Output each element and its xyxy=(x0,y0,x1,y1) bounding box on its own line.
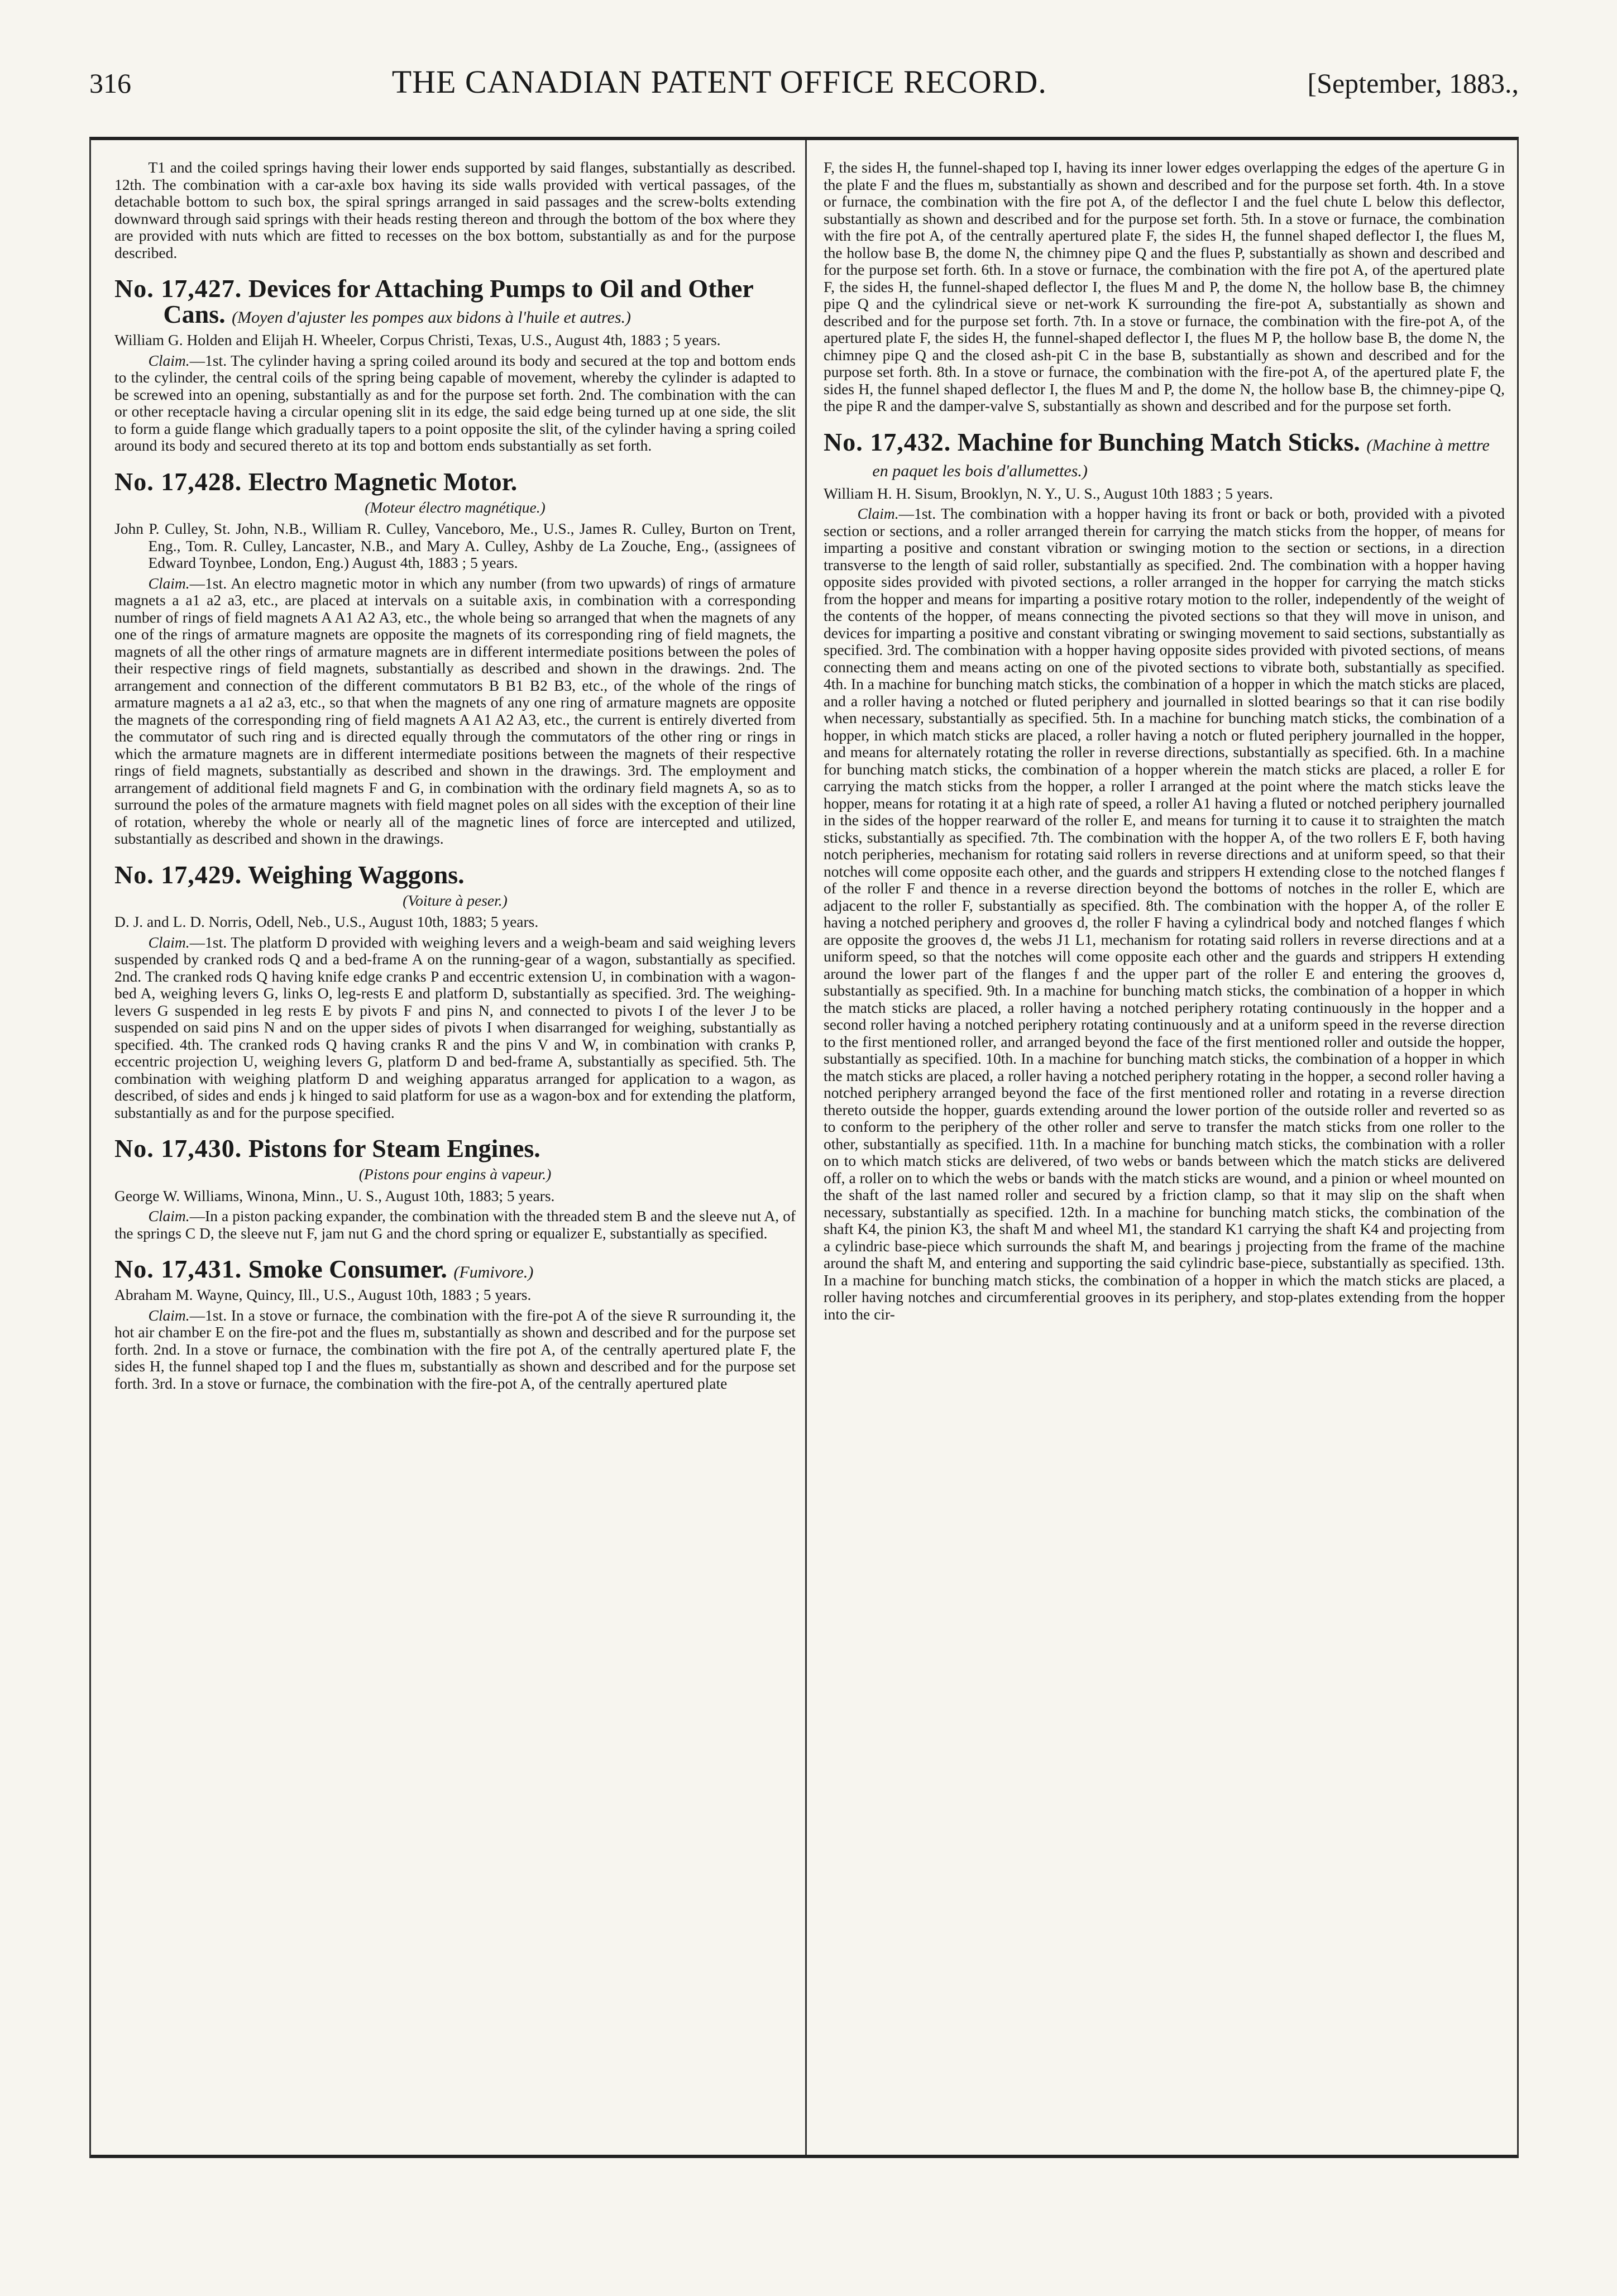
publication-title: THE CANADIAN PATENT OFFICE RECORD. xyxy=(391,64,1047,100)
french-title: (Machine à mettre en paquet les bois d'allumettes.) xyxy=(872,436,1490,480)
patent-entry-17430 xyxy=(114,1136,796,1242)
inventors: William G. Holden and Elijah H. Wheeler, Corpus Christi, Texas, U.S., August 4th, 1883 ; 5 years. xyxy=(114,331,721,348)
inventors: D. J. and L. D. Norris, Odell, Neb., U.S., August 10th, 1883; 5 years. xyxy=(114,913,539,930)
claim-text xyxy=(114,934,796,1122)
french-title: (Fumivore.) xyxy=(453,1263,534,1281)
entry-heading xyxy=(824,429,1505,481)
page-number: 316 xyxy=(89,68,131,99)
claim-body: —1st. The platform D provided with weighing levers and a weigh-beam and said weighing levers suspended by cranked rods Q and a bed-frame A on the running-gear of a wagon, substantially as specified. 2nd. The cranked rods Q having knife edge cranks P and eccentric extension U, in combination with a wagon-bed A, weighing levers G, links O, leg-rests E and platform D, substantially as specified. 3rd. The weighing-levers G suspended in leg rests E by pivots F and pins N, and connected to pivots I of the lever J to be suspended on said pins N and on the upper sides of pivots I when disarranged for weighing, substantially as specified. 4th. The cranked rods Q having cranks R and the pins V and W, in combination with cranks P, eccentric projection U, weighing levers G, platform D and bed-frame A, substantially as specified. 5th. The combination with weighing platform D and weighing apparatus arranged for application to a wagon, as described, of sides and ends j k hinged to said platform for use as a wagon-box and for extending the platform, substantially as and for the purpose specified. xyxy=(114,933,796,1121)
patent-number: No. 17,427. xyxy=(114,274,242,303)
claim-text xyxy=(824,505,1505,1323)
french-title: (Voiture à peser.) xyxy=(403,891,508,909)
patent-entry-17431 xyxy=(114,1256,796,1392)
continued-claim-text: F, the sides H, the funnel-shaped top I, having its inner lower edges overlapping the edges of the aperture G in the plate F and the flues m, substantially as shown and described and for the purpose set forth. 4th. In a stove or furnace, the combination with the fire pot A, of the deflector I and the fuel chute L below this deflector, substantially as shown and described and for the purpose set forth. 5th. In a stove or furnace, the combination with the fire pot A, of the centrally apertured plate F, the sides H, the funnel shaped deflector I, the flues M, the hollow base B, the dome N, the chimney pipe Q and the flues P, substantially as shown and described and for the purpose set forth. 6th. In a stove or furnace, the combination with the fire pot A, of the apertured plate F, the sides H, the funnel-shaped deflector I, the flues M and P, the dome N, the hollow base B, the chimney pipe Q and the cylindrical sieve or net-work K surrounding the fire-pot A, substantially as shown and described and for the purpose set forth. 7th. In a stove or furnace, the combination with the fire-pot A, of the apertured plate F, the sides H, the funnel-shaped deflector I, the flues M P, the hollow base B, the dome N, the chimney pipe Q and the closed ash-pit C in the base B, substantially as shown and described and for the purpose set forth. 8th. In a stove or furnace, the combination with the fire-pot A, of the apertured plate F, the sides H, the funnel shaped deflector I, the flues M and P, the dome N, the hollow base B, the chimney-pipe Q, the pipe R and the damper-valve S, substantially as shown and described and for the purpose set forth. xyxy=(824,159,1505,414)
patent-entry-17428 xyxy=(114,469,796,848)
left-column xyxy=(114,159,796,2144)
claim-body: —1st. The cylinder having a spring coiled around its body and secured at the top and bottom ends to the cylinder, the central coils of the spring being capable of movement, whereby the cylinder is adapted to be screwed into an opening, substantially as and for the purpose set forth. 2nd. The combination with the can or other receptacle having a circular opening slit in its edge, the said edge being turned up at one side, the slit to form a guide flange which gradually tapers to a point opposite the slit, of the cylinder having a spring coiled around its body and secured thereto at its top and bottom ends substantially as set forth. xyxy=(114,351,796,454)
patent-title: Smoke Consumer. xyxy=(248,1255,447,1283)
patent-number: No. 17,430. xyxy=(114,1134,242,1163)
inventors: John P. Culley, St. John, N.B., William R. Culley, Vanceboro, Me., U.S., James R. Culley, Burton on Trent, Eng., Tom. R. Culley, Lancaster, N.B., and Mary A. Culley, Ashby de La Zouche, Eng., (assignees of Edward Toynbee, London, Eng.) August 4th, 1883 ; 5 years. xyxy=(114,520,796,571)
claim-label: Claim. xyxy=(148,351,190,369)
patent-number: No. 17,431. xyxy=(114,1255,242,1283)
claim-text xyxy=(114,352,796,455)
patent-entry-17427 xyxy=(114,276,796,455)
patent-title: Devices for Attaching Pumps to Oil and Other Cans. xyxy=(163,274,753,328)
inventors: Abraham M. Wayne, Quincy, Ill., U.S., August 10th, 1883 ; 5 years. xyxy=(114,1286,532,1303)
entry-heading xyxy=(114,1256,796,1282)
patent-number: No. 17,428. xyxy=(114,467,242,496)
inventors: William H. H. Sisum, Brooklyn, N. Y., U. S., August 10th 1883 ; 5 years. xyxy=(824,484,1273,502)
claim-text xyxy=(114,575,796,848)
french-title: (Pistons pour engins à vapeur.) xyxy=(358,1165,552,1183)
entry-heading xyxy=(114,1136,796,1161)
claim-body: —In a piston packing expander, the combination with the threaded stem B and the sleeve nut A, of the springs C D, the sleeve nut F, jam nut G and the chord spring or equalizer E, substantially as specified. xyxy=(114,1207,796,1242)
claim-label: Claim. xyxy=(148,574,190,592)
patent-number: No. 17,429. xyxy=(114,860,242,889)
patent-entry-17432 xyxy=(824,429,1505,1323)
column-divider xyxy=(805,140,807,2155)
right-column xyxy=(824,159,1505,2144)
inventors: George W. Williams, Winona, Minn., U. S., August 10th, 1883; 5 years. xyxy=(114,1187,555,1204)
page-header xyxy=(89,66,1519,111)
entry-heading xyxy=(114,862,796,888)
claim-body: —1st. The combination with a hopper having its front or back or both, provided with a pivoted section or sections, and a roller arranged therein for carrying the match sticks from the hopper, of means for imparting a positive and constant vibration or swinging motion to the section or sections, in a direction transverse to the length of said roller, substantially as specified. 2nd. The combination with a hopper having opposite sides provided with pivoted sections, a roller arranged in the hopper for carrying the match sticks from the hopper and means for imparting a positive rotary motion to the roller, independently of the weight of the contents of the hopper, of means connecting the pivoted sections so that they will move in unison, and devices for imparting a positive and constant vibrating or swinging movement to said sections, substantially as specified. 3rd. The combination with a hopper having opposite sides provided with pivoted sections, of means connecting them and means acting on one of the pivoted sections to vibrate both, substantially as specified. 4th. In a machine for bunching match sticks, the combination of a hopper in which the match sticks are placed, and a roller having a notched or fluted periphery and journalled in slotted bearings so that it can rise bodily when necessary, substantially as specified. 5th. In a machine for bunching match sticks, the combination of a hopper, in which match sticks are placed, a roller having a notch or fluted periphery journalled in the hopper, and means for alternately rotating the roller in reverse directions, substantially as specified. 6th. In a machine for bunching match sticks, the combination of a hopper wherein the match sticks are placed, a roller E for carrying the match sticks from the hopper, a roller I arranged at the point where the match sticks leave the hopper, means for rotating it at a high rate of speed, a roller A1 having a fluted or notched periphery journalled in the sides of the hopper rearward of the roller E, and means for turning it to cause it to straighten the match sticks, substantially as specified. 7th. The combination with the hopper A, of the two rollers E F, both having notch peripheries, mechanism for rotating said rollers in reverse directions and at uniform speed, so that their notches will come opposite each other, and the guards and strippers H extending close to the notched flanges f of the roller F and thence in a reverse direction beyond the bottoms of notches in the roller E, which are adjacent to the roller F, substantially as specified. 8th. The combination with the hopper A, of the roller E having a notched periphery and grooves d, the roller F having a cylindrical body and notched flanges f which are opposite the grooves d, the webs J1 L1, mechanism for rotating said rollers in reverse directions and at a uniform speed, so that the notches will come opposite each other and the guards and strippers H extending around the lower part of the flanges f and the upper part of the roller E and entering the grooves d, substantially as specified. 9th. In a machine for bunching match sticks, the combination of a hopper in which the match sticks are placed, a roller having a notched periphery rotating continuously in the hopper and a second roller having a notched periphery rotating continuously and at a uniform speed in the reverse direction to the first mentioned roller, and arranged beyond the face of the first mentioned roller and outside the hopper, substantially as specified. 10th. In a machine for bunching match sticks, the combination of a hopper in which the match sticks are placed, a roller having a notched periphery rotating in the hopper, a second roller having a notched periphery arranged beyond the face of the first mentioned roller and rotating in a reverse direction thereto outside the hopper, guards extending around the lower portion of the outside roller and reverted so as to conform to the periphery of the other roller and serve to transfer the match sticks from one roller to the other, substantially as specified. 11th. In a machine for bunching match sticks, the combination with a roller on to which match sticks are delivered, of two webs or bands between which the match sticks are delivered off, a roller on to which the webs or bands with the match sticks are wound, and a pinion or wheel mounted on the shaft of the last named roller and secured by a friction clamp, so that it may slip on the shaft when necessary, substantially as specified. 12th. In a machine for bunching match sticks, the combination of the shaft K4, the pinion K3, the shaft M and wheel M1, the standard K1 carrying the shaft K4 and projecting from a cylindric base-piece which surrounds the shaft M, and bearings j projecting from the frame of the machine around the shaft M, and entering and supporting the said cylindric base-piece, substantially as specified. 13th. In a machine for bunching match sticks, the combination of a hopper in which the match sticks are placed, a roller having notches and circumferential grooves in its periphery, and stop-plates extending from the hopper into the cir- xyxy=(824,505,1505,1323)
claim-body: —1st. In a stove or furnace, the combination with the fire-pot A of the sieve R surrounding it, the hot air chamber E on the fire-pot and the flues m, substantially as shown and described and for the purpose set forth. 2nd. In a stove or furnace, the combination with the fire pot A, of the centrally apertured plate F, the sides H, the funnel shaped top I and the flues m, substantially as shown and described and for the purpose set forth. 3rd. In a stove or furnace, the combination with the fire-pot A, of the centrally apertured plate xyxy=(114,1306,796,1392)
claim-text xyxy=(114,1208,796,1242)
patent-title: Machine for Bunching Match Sticks. xyxy=(957,427,1360,456)
patent-title: Electro Magnetic Motor. xyxy=(248,467,518,496)
french-title: (Moteur électro magnétique.) xyxy=(365,498,546,516)
french-title: (Moyen d'ajuster les pompes aux bidons à l'huile et autres.) xyxy=(232,308,632,327)
issue-date: [September, 1883., xyxy=(1307,68,1519,99)
claim-label: Claim. xyxy=(148,1207,190,1224)
entry-heading xyxy=(114,469,796,495)
entry-heading xyxy=(114,276,796,327)
patent-title: Weighing Waggons. xyxy=(247,860,465,889)
claim-label: Claim. xyxy=(857,505,899,522)
claim-body: —1st. An electro magnetic motor in which any number (from two upwards) of rings of armature magnets a a1 a2 a3, etc., are placed at intervals on a suitable axis, in combination with a corresponding number of rings of field magnets A A1 A2 A3, etc., the whole being so arranged that when the magnets of any one of the rings of armature magnets are opposite the magnets of its corresponding ring of field magnets, the magnets of all the other rings of armature magnets are in different intermediate positions between the poles of their respective rings of field magnets, substantially as described and shown in the drawings. 2nd. The arrangement and connection of the different commutators B B1 B2 B3, etc., of the whole of the rings of armature magnets a a1 a2 a3, etc., so that when the magnets of any one ring of armature magnets are opposite the magnets of the corresponding ring of field magnets A A1 A2 A3, etc., the current is entirely diverted from the commutator of such ring and is directed equally through the commutators of the other ring or rings in which the armature magnets are in different intermediate positions between the magnets of their respective rings of field magnets, substantially as described and shown in the drawings. 3rd. The employment and arrangement of additional field magnets F and G, in combination with the ordinary field magnets A, so as to surround the poles of the armature magnets with field magnet poles on all sides with the exception of their line of rotation, whereby the whole or nearly all of the magnetic lines of force are intercepted and utilized, substantially as described and shown in the drawings. xyxy=(114,574,796,847)
claim-label: Claim. xyxy=(148,933,190,951)
claim-label: Claim. xyxy=(148,1306,190,1324)
continued-claim-text: T1 and the coiled springs having their lower ends supported by said flanges, substantially as described. 12th. The combination with a car-axle box having its side walls provided with vertical passages, of the detachable bottom to such box, the spiral springs arranged in said passages and the screw-bolts extending downward through said springs with their heads resting thereon and through the bottom of the box where they are provided with nuts which are fitted to recesses on the box bottom, substantially as and for the purpose described. xyxy=(114,159,796,261)
patent-number: No. 17,432. xyxy=(824,427,951,456)
claim-text xyxy=(114,1307,796,1393)
patent-title: Pistons for Steam Engines. xyxy=(248,1134,540,1163)
patent-entry-17429 xyxy=(114,862,796,1122)
